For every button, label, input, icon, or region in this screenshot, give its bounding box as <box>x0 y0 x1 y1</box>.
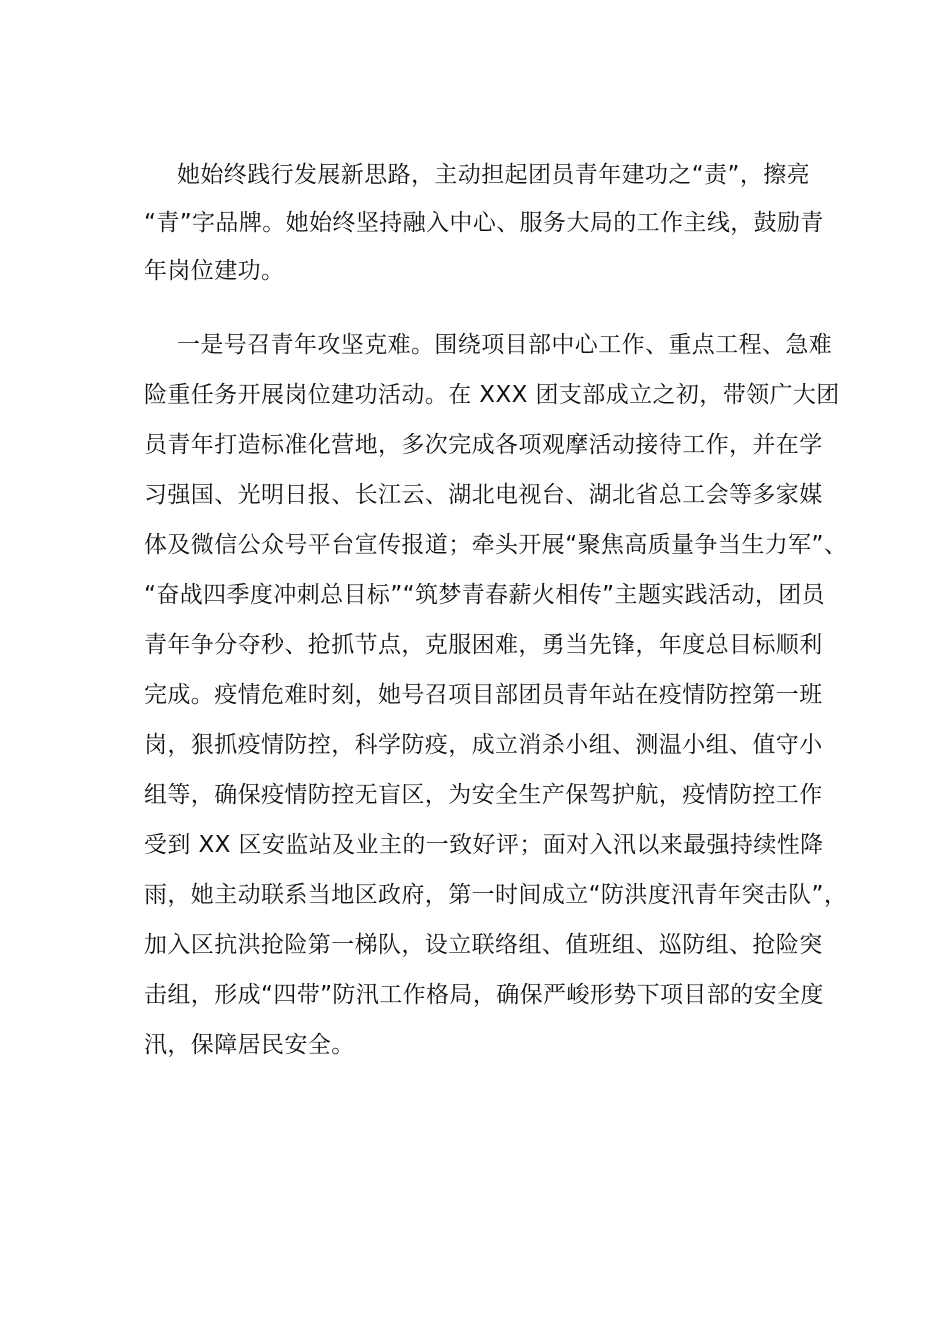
paragraph-line: 击组，形成“四带”防汛工作格局，确保严峻形势下项目部的安全度 <box>144 982 824 1008</box>
paragraph-line: 险重任务开展岗位建功活动。在 XXX 团支部成立之初，带领广大团 <box>144 382 840 408</box>
paragraph-line: 雨，她主动联系当地区政府，第一时间成立“防洪度汛青年突击队”， <box>144 882 848 908</box>
paragraph-line: “青”字品牌。她始终坚持融入中心、服务大局的工作主线，鼓励青 <box>144 210 824 236</box>
paragraph-line: 一是号召青年攻坚克难。围绕项目部中心工作、重点工程、急难 <box>177 332 833 358</box>
paragraph-line: 组等，确保疫情防控无盲区，为安全生产保驾护航，疫情防控工作 <box>144 782 823 808</box>
paragraph-line: 汛，保障居民安全。 <box>144 1032 355 1058</box>
paragraph-line: 年岗位建功。 <box>144 258 285 284</box>
paragraph-line: 习强国、光明日报、长江云、湖北电视台、湖北省总工会等多家媒 <box>144 482 823 508</box>
paragraph-line: 员青年打造标准化营地，多次完成各项观摩活动接待工作，并在学 <box>144 432 823 458</box>
paragraph-line: “奋战四季度冲刺总目标”“筑梦青春薪火相传”主题实践活动，团员 <box>144 582 826 608</box>
paragraph-line: 她始终践行发展新思路，主动担起团员青年建功之“责”，擦亮 <box>177 162 811 188</box>
paragraph-line: 体及微信公众号平台宣传报道；牵头开展“聚焦高质量争当生力军”、 <box>144 532 848 558</box>
paragraph-line: 加入区抗洪抢险第一梯队，设立联络组、值班组、巡防组、抢险突 <box>144 932 823 958</box>
paragraph-line: 岗，狠抓疫情防控，科学防疫，成立消杀小组、测温小组、值守小 <box>144 732 823 758</box>
paragraph-line: 青年争分夺秒、抢抓节点，克服困难，勇当先锋，年度总目标顺利 <box>144 632 823 658</box>
paragraph-line: 完成。疫情危难时刻，她号召项目部团员青年站在疫情防控第一班 <box>144 682 823 708</box>
paragraph-line: 受到 XX 区安监站及业主的一致好评；面对入汛以来最强持续性降 <box>144 832 824 858</box>
